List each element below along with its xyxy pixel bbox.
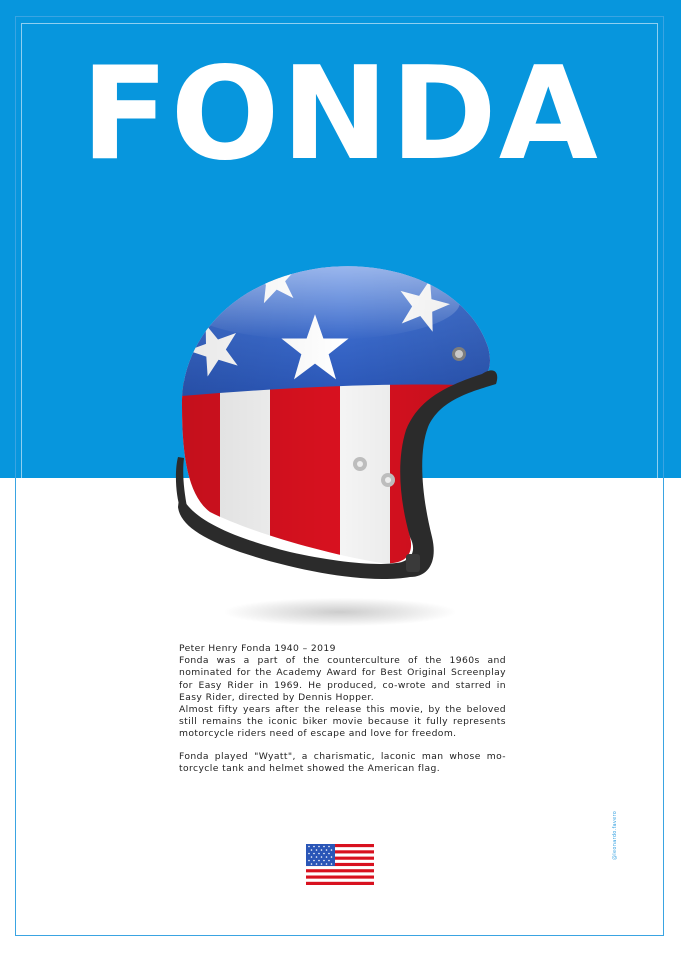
bio-paragraph-1: Fonda was a part of the counterculture of the 1960s and nominated for the Academy Award for Best Original Screenplay for Easy Rider in 1969. He produced, co-wrote and starred in Easy Rider, directed by Dennis Hopper. [179,655,506,703]
bio-text [179,643,506,775]
bio-paragraph-3: Fonda played "Wyatt", a charismatic, laconic man whose mo-torcycle tank and helmet showed the American flag. [179,750,506,774]
us-flag-icon [306,844,374,885]
helmet-shadow [225,598,455,626]
bio-paragraph-2: Almost fifty years after the release this movie, by the beloved still remains the iconic biker movie because it fully represents motorcycle riders need of escape and love for freedom. [179,704,506,740]
helmet-illustration [170,262,515,592]
bio-header: Peter Henry Fonda 1940 – 2019 [179,643,336,654]
poster-title: FONDA [81,40,600,189]
artist-credit: @leonardo.favero [612,810,618,860]
